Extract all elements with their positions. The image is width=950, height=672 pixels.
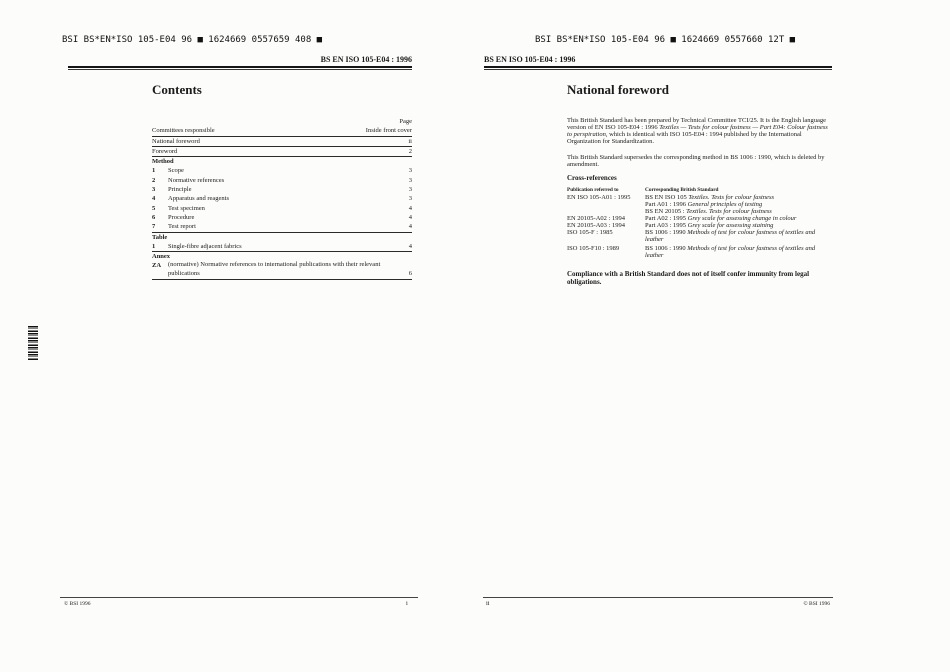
header-rule — [68, 66, 412, 70]
standard-cell — [645, 245, 829, 259]
footer-page-number: i — [406, 600, 408, 607]
entry-page: ii — [408, 137, 412, 145]
page-title: National foreword — [567, 82, 669, 97]
entry-number: 1 — [152, 242, 156, 250]
contents-list — [152, 117, 412, 280]
section-heading: Method — [152, 158, 174, 166]
standard-ref: BS EN ISO 105 — [645, 193, 687, 201]
entry-label: (normative) Normative references to international publications with their relevant publications — [168, 261, 381, 278]
footer-copyright: © BSI 1996 — [803, 601, 830, 607]
entry-page: 4 — [408, 223, 412, 231]
page-title: Contents — [152, 82, 202, 97]
standard-cell — [645, 194, 829, 208]
standard-title: Methods of test for colour fastness of textiles and leather — [645, 245, 816, 259]
standard-line — [645, 222, 829, 229]
entry-number: 1 — [152, 167, 156, 175]
standard-title: Grey scale for assessing staining — [687, 221, 774, 229]
standard-title: Grey scale for assessing change in colour — [687, 214, 797, 222]
standard-title: General principles of testing — [687, 200, 763, 208]
standard-line — [645, 201, 829, 208]
contents-entry — [152, 261, 412, 279]
publication-cell — [567, 208, 645, 215]
paragraph-text: , which is identical with ISO 105-E04 : 1994 published by the International Organization for Standardization. — [567, 131, 802, 145]
entry-number: 7 — [152, 223, 156, 231]
publication-cell: ISO 105-F : 1985 — [567, 228, 613, 236]
header-rule — [484, 66, 832, 70]
entry-page: 6 — [408, 270, 412, 278]
contents-entry — [152, 222, 412, 232]
entry-page: 4 — [408, 204, 412, 212]
foreword-paragraph: This British Standard supersedes the corresponding method in BS 1006 : 1990, which is deleted by amendment. — [567, 153, 825, 168]
standard-line — [645, 215, 829, 222]
entry-number: ZA — [152, 262, 162, 270]
standard-cell — [645, 222, 829, 229]
running-head: BS EN ISO 105-E04 : 1996 — [484, 55, 576, 64]
standard-title: Textiles. Tests for colour fastness — [688, 193, 774, 201]
column-header: Corresponding British Standard — [645, 186, 719, 193]
footer-rule — [60, 597, 418, 598]
entry-page: 3 — [408, 167, 412, 175]
entry-number: 2 — [152, 176, 156, 184]
column-header: Publication referred to — [567, 186, 619, 193]
section-heading: Table — [152, 233, 168, 241]
contents-entry — [152, 185, 412, 194]
table-row — [567, 208, 829, 215]
standard-line — [645, 208, 829, 215]
entry-page: 3 — [408, 195, 412, 203]
standard-title: Methods of test for colour fastness of textiles and leather — [645, 228, 816, 243]
footer-page-number: ii — [486, 600, 490, 607]
entry-label: Normative references — [168, 176, 225, 184]
footer-copyright: © BSI 1996 — [64, 601, 91, 607]
compliance-note: Compliance with a British Standard does not of itself confer immunity from legal obligations. — [567, 270, 810, 286]
publication-cell: EN 20105-A03 : 1994 — [567, 221, 625, 229]
table-header-row — [567, 187, 829, 194]
entry-label: Single-fibre adjacent fabrics — [168, 242, 242, 250]
entry-label: Procedure — [168, 213, 195, 221]
contents-entry — [152, 166, 412, 175]
entry-label: Apparatus and reagents — [168, 195, 230, 203]
running-head: BS EN ISO 105-E04 : 1996 — [320, 55, 412, 64]
entry-label: National foreword — [152, 137, 200, 145]
cross-references-heading: Cross-references — [567, 173, 617, 182]
table-row — [567, 222, 829, 229]
entry-label: Scope — [168, 167, 184, 175]
contents-entry — [152, 176, 412, 185]
contents-entry — [152, 147, 412, 157]
right-page — [475, 0, 950, 672]
standard-ref: Part A02 : 1995 — [645, 214, 686, 222]
entry-page: 3 — [408, 176, 412, 184]
standard-cell — [645, 229, 829, 243]
table-row — [567, 194, 829, 208]
entry-page: Inside front cover — [365, 127, 412, 135]
paragraph-text: This British Standard has been prepared by Technical Committee TCI/25. It is the English language version of EN ISO 105-E04 : 1996 — [567, 117, 827, 131]
entry-number: 4 — [152, 195, 156, 203]
entry-label: Test report — [168, 223, 196, 231]
contents-entry — [152, 194, 412, 203]
page-column-label: Page — [399, 118, 412, 125]
contents-entry — [152, 213, 412, 222]
standard-ref: BS EN 20105 : — [645, 207, 685, 215]
standard-ref: Part A03 : 1995 — [645, 221, 686, 229]
standard-ref: Part A01 : 1996 — [645, 200, 686, 208]
entry-label: Principle — [168, 186, 192, 194]
cross-references-table — [567, 187, 829, 260]
standard-ref: BS 1006 : 1990 — [645, 228, 686, 236]
table-row — [567, 245, 829, 259]
publication-cell: ISO 105-F10 : 1989 — [567, 245, 620, 252]
entry-page: 2 — [408, 147, 412, 155]
entry-number: 5 — [152, 204, 156, 212]
entry-page: 4 — [408, 242, 412, 250]
standard-ref: BS 1006 : 1990 — [645, 245, 686, 252]
scan-header-right: BSI BS*EN*ISO 105-E04 96 ■ 1624669 0557660 12T ■ — [535, 35, 796, 45]
foreword-paragraph — [567, 117, 829, 145]
table-row — [567, 229, 829, 243]
section-heading: Annex — [152, 253, 171, 261]
contents-entry — [152, 137, 412, 147]
scan-header-left: BSI BS*EN*ISO 105-E04 96 ■ 1624669 0557659 408 ■ — [62, 35, 323, 45]
entry-number: 3 — [152, 186, 156, 194]
standard-cell — [645, 208, 829, 215]
entry-label: Committees responsible — [152, 127, 215, 135]
standard-cell — [645, 215, 829, 222]
entry-label: Test specimen — [168, 204, 205, 212]
entry-page: 3 — [408, 186, 412, 194]
publication-cell: EN 20105-A02 : 1994 — [567, 214, 625, 222]
entry-label: Foreword — [152, 147, 178, 155]
standard-line — [645, 229, 829, 243]
entry-page: 4 — [408, 213, 412, 221]
contents-entry — [152, 204, 412, 213]
footer-rule — [483, 597, 833, 598]
foreword-body — [567, 117, 829, 286]
contents-entry — [152, 126, 412, 136]
table-row — [567, 215, 829, 222]
publication-cell: EN ISO 105-A01 : 1995 — [567, 193, 631, 201]
standard-title: Textiles — Tests for colour fastness — Part E04: Colour fastness to perspiration — [567, 124, 828, 138]
standard-title: Textiles. Tests for colour fastness — [686, 207, 772, 215]
entry-number: 6 — [152, 213, 156, 221]
standard-line — [645, 194, 829, 201]
standard-line — [645, 245, 829, 259]
contents-entry — [152, 242, 412, 252]
